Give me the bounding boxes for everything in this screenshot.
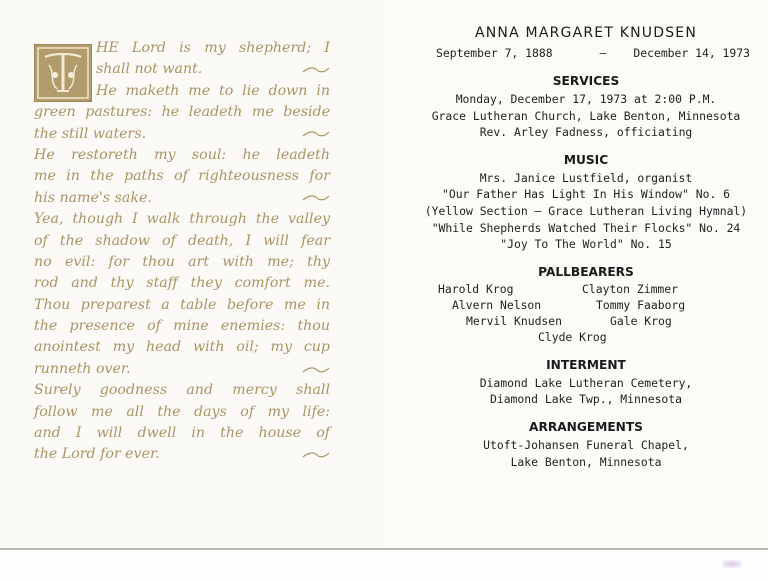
psalm-line-text: and I will dwell in the house of bbox=[34, 425, 330, 442]
psalm-line-text: HE Lord is my shepherd; I bbox=[96, 40, 330, 56]
psalm-line-text: Thou preparest a table before me in bbox=[34, 296, 330, 313]
interment-heading: INTERMENT bbox=[546, 357, 626, 372]
drop-cap-ornament bbox=[34, 44, 92, 102]
interment-line: Diamond Lake Twp., Minnesota bbox=[489, 392, 683, 407]
psalm-line bbox=[34, 166, 330, 187]
pallbearers-list bbox=[420, 282, 752, 351]
psalm-line bbox=[34, 145, 330, 166]
services-line: Rev. Arley Fadness, officiating bbox=[479, 125, 693, 140]
pallbearer-name: Harold Krog bbox=[438, 281, 514, 296]
psalm-line bbox=[34, 231, 330, 252]
psalm-line bbox=[34, 316, 330, 337]
arrangements-heading: ARRANGEMENTS bbox=[529, 419, 643, 434]
psalm-line-text: rod and thy staff they comfort me. bbox=[34, 275, 330, 292]
music-line: "While Shepherds Watched Their Flocks" No. 24 bbox=[431, 220, 741, 235]
psalm-line bbox=[34, 188, 330, 209]
psalm-line-text: the still waters. bbox=[34, 125, 147, 142]
ink-smudge bbox=[722, 560, 742, 568]
psalm-line-text: He maketh me to lie down in bbox=[96, 82, 330, 99]
music-line: Mrs. Janice Lustfield, organist bbox=[479, 170, 693, 185]
pallbearer-name: Mervil Knudsen bbox=[466, 313, 563, 328]
psalm-line bbox=[34, 337, 330, 358]
services-heading: SERVICES bbox=[552, 74, 620, 88]
flourish-ornament-icon bbox=[302, 130, 330, 138]
psalm-line-text: green pastures: he leadeth me beside bbox=[34, 104, 330, 121]
flourish-ornament-icon bbox=[302, 366, 330, 374]
psalm-line-text: the presence of mine enemies: thou bbox=[34, 318, 330, 335]
pallbearer-name: Gale Krog bbox=[610, 313, 672, 328]
music-line: (Yellow Section — Grace Lutheran Living Hymnal) bbox=[424, 203, 748, 218]
psalm-lines bbox=[34, 38, 330, 466]
psalm-line bbox=[34, 252, 330, 273]
flourish-ornament-icon bbox=[302, 194, 330, 202]
pallbearer-name: Clyde Krog bbox=[538, 329, 607, 344]
psalm-line bbox=[34, 402, 330, 423]
psalm-line-text: anointest my head with oil; my cup bbox=[34, 339, 330, 356]
interment-line: Diamond Lake Lutheran Cemetery, bbox=[479, 375, 693, 390]
psalm-line-text: shall not want. bbox=[96, 61, 203, 78]
date-dash: — bbox=[599, 46, 607, 60]
life-dates bbox=[420, 44, 752, 62]
deceased-name: ANNA MARGARET KNUDSEN bbox=[474, 25, 698, 41]
psalm-line-text: his name's sake. bbox=[34, 189, 152, 206]
psalm-line-text: the Lord for ever. bbox=[34, 446, 160, 463]
death-date: December 14, 1973 bbox=[633, 46, 750, 60]
music-line: "Joy To The World" No. 15 bbox=[500, 237, 672, 252]
service-info bbox=[420, 22, 752, 470]
birth-date: September 7, 1888 bbox=[436, 46, 553, 60]
services-line: Monday, December 17, 1973 at 2:00 P.M. bbox=[455, 92, 717, 106]
psalm-line bbox=[34, 380, 330, 401]
pallbearers-heading: PALLBEARERS bbox=[538, 264, 634, 279]
psalm-line bbox=[34, 423, 330, 444]
psalm-line-text: Surely goodness and mercy shall bbox=[34, 382, 330, 399]
psalm-line-text: Yea, though I walk through the valley bbox=[34, 211, 330, 228]
psalm-line-text: runneth over. bbox=[34, 360, 131, 377]
psalm-line-text: me in the paths of righteousness for bbox=[34, 168, 330, 185]
psalm-line bbox=[34, 102, 330, 123]
music-line: "Our Father Has Light In His Window" No. 6 bbox=[441, 187, 731, 202]
music-heading: MUSIC bbox=[563, 152, 609, 167]
services-line: Grace Lutheran Church, Lake Benton, Minnesota bbox=[431, 108, 741, 123]
psalm-text bbox=[34, 38, 330, 466]
pallbearer-name: Clayton Zimmer bbox=[582, 281, 679, 296]
psalm-line bbox=[34, 444, 330, 465]
scan-background bbox=[0, 550, 768, 582]
psalm-line-text: follow me all the days of my life: bbox=[34, 403, 330, 420]
flourish-ornament-icon bbox=[302, 66, 330, 74]
psalm-line bbox=[34, 273, 330, 294]
psalm-line-text: He restoreth my soul: he leadeth bbox=[34, 146, 330, 163]
psalm-line bbox=[34, 209, 330, 230]
psalm-line-text: no evil: for thou art with me; thy bbox=[34, 253, 330, 270]
psalm-line bbox=[34, 295, 330, 316]
flourish-ornament-icon bbox=[302, 451, 330, 459]
psalm-line bbox=[34, 124, 330, 145]
psalm-line bbox=[34, 359, 330, 380]
arrangements-line: Lake Benton, Minnesota bbox=[510, 454, 662, 469]
pallbearer-name: Alvern Nelson bbox=[452, 297, 542, 312]
pallbearer-name: Tommy Faaborg bbox=[596, 297, 686, 312]
arrangements-line: Utoft-Johansen Funeral Chapel, bbox=[483, 437, 689, 452]
psalm-line-text: of the shadow of death, I will fear bbox=[34, 232, 330, 249]
